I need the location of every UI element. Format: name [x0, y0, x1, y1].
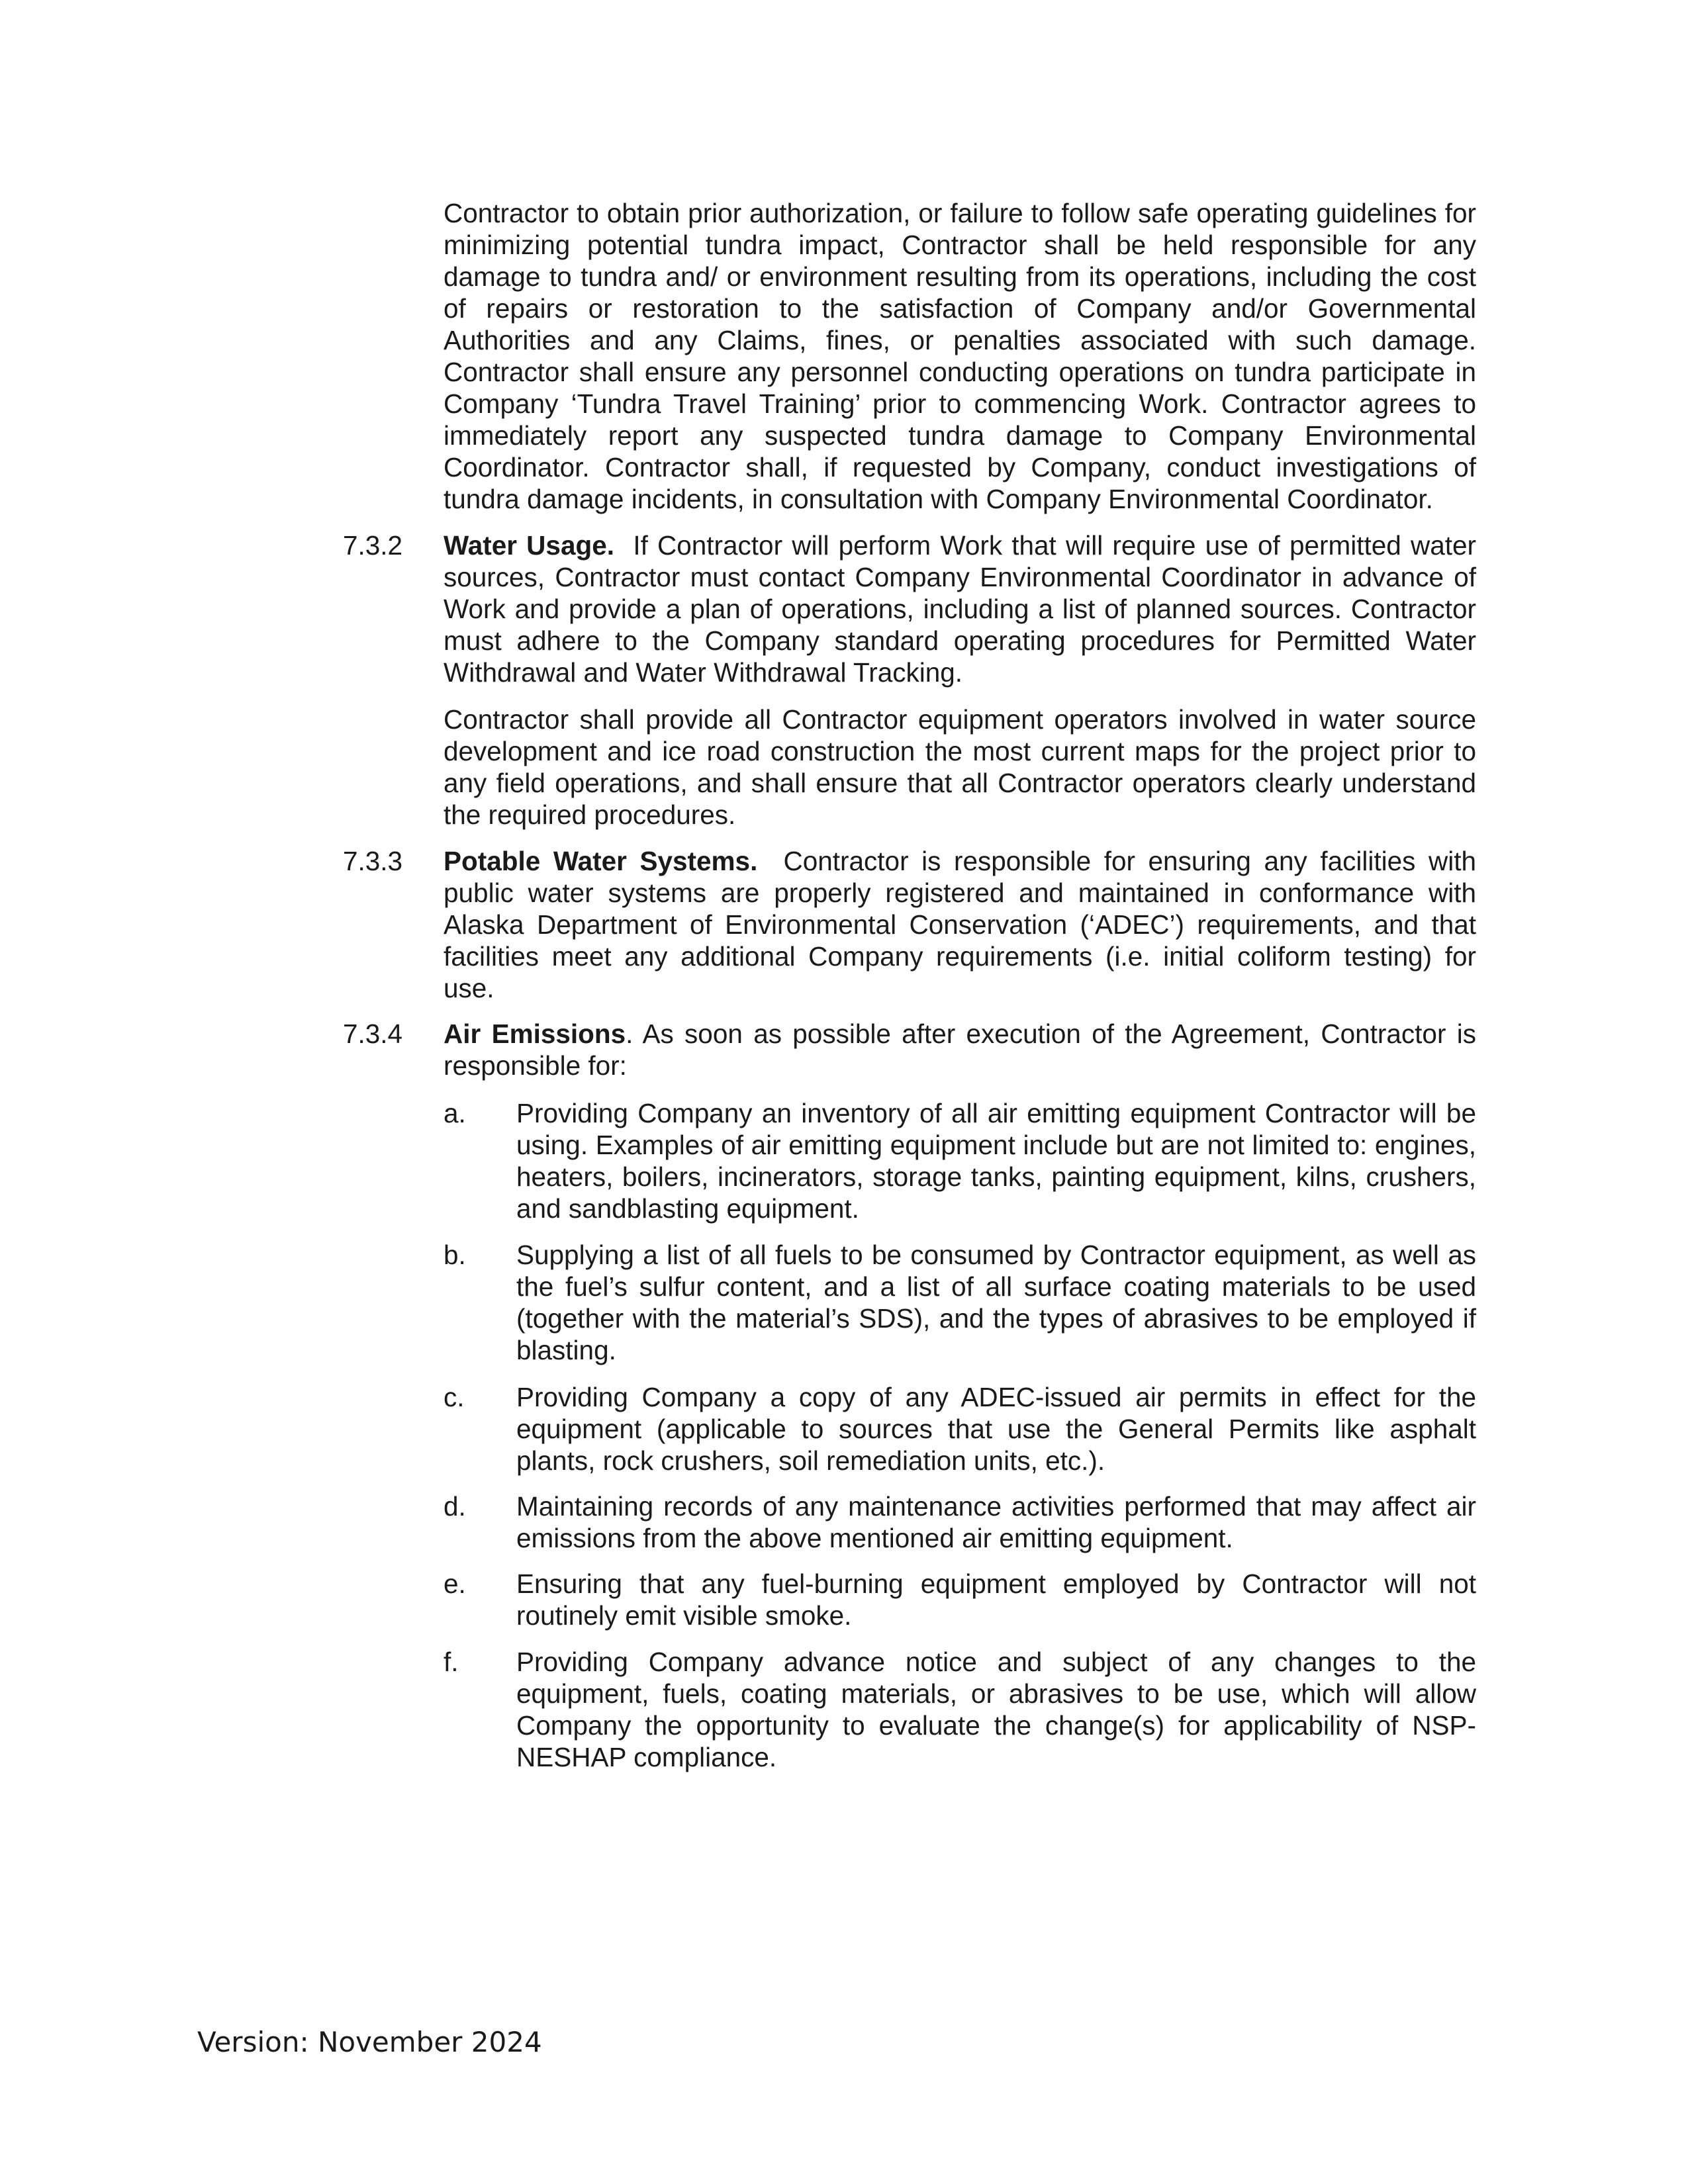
section-7-3-3-paragraph	[444, 845, 1476, 1004]
section-7-3-2-paragraph	[444, 529, 1476, 688]
section-number-7-3-3: 7.3.3	[343, 846, 403, 876]
list-letter-a: a.	[444, 1098, 466, 1128]
list-letter-d: d.	[444, 1491, 466, 1522]
list-letter-e: e.	[444, 1569, 466, 1599]
list-item-b: Supplying a list of all fuels to be consumed by Contractor equipment, as well as the fuel’s sulfur content, and a list of all surface coating materials to be used (together with the material’s SDS), and the types of abrasives to be employed if blasting.	[516, 1240, 1476, 1365]
list-letter-f: f.	[444, 1647, 459, 1677]
intro-paragraph: Contractor to obtain prior authorization, or failure to follow safe operating guidelines for minimizing potential tundra impact, Contractor shall be held responsible for any damage to tundra and/ or environment resulting from its operations, including the cost of repairs or restoration to the satisfaction of Company and/or Governmental Authorities and any Claims, fines, or penalties associated with such damage. Contractor shall ensure any personnel conducting operations on tundra participate in Company ‘Tundra Travel Training’ prior to commencing Work. Contractor agrees to immediately report any suspected tundra damage to Company Environmental Coordinator. Contractor shall, if requested by Company, conduct investigations of tundra damage incidents, in consultation with Company Environmental Coordinator.	[444, 198, 1476, 514]
section-7-3-4-paragraph	[444, 1018, 1476, 1081]
section-number-7-3-4: 7.3.4	[343, 1019, 403, 1049]
list-item-e: Ensuring that any fuel-burning equipment employed by Contractor will not routinely emit visible smoke.	[516, 1569, 1476, 1631]
list-item-c: Providing Company a copy of any ADEC-issued air permits in effect for the equipment (applicable to sources that use the General Permits like asphalt plants, rock crushers, soil remediation units, etc.).	[516, 1382, 1476, 1476]
section-7-3-3-text: Contractor is responsible for ensuring any facilities with public water systems are properly registered and maintained in conformance with Alaska Department of Environmental Conservation (‘ADEC’) requirements, and that facilities meet any additional Company requirements (i.e. initial coliform testing) for use.	[444, 846, 1476, 1003]
list-item-d: Maintaining records of any maintenance activities performed that may affect air emissions from the above mentioned air emitting equipment.	[516, 1491, 1476, 1553]
section-7-3-2-text: If Contractor will perform Work that will require use of permitted water sources, Contractor must contact Company Environmental Coordinator in advance of Work and provide a plan of operations, including a list of planned sources. Contractor must adhere to the Company standard operating procedures for Permitted Water Withdrawal and Water Withdrawal Tracking.	[444, 530, 1476, 688]
section-title-air-emissions: Air Emissions	[444, 1019, 626, 1049]
list-item-a: Providing Company an inventory of all air emitting equipment Contractor will be using. Examples of air emitting equipment include but are not limited to: engines, heaters, boilers, incinerators, storage tanks, painting equipment, kilns, crushers, and sandblasting equipment.	[516, 1098, 1476, 1224]
section-7-3-4-text: . As soon as possible after execution of the Agreement, Contractor is responsible for:	[444, 1019, 1476, 1081]
version-footer: Version: November 2024	[197, 2026, 542, 2058]
list-letter-b: b.	[444, 1240, 466, 1270]
list-item-f: Providing Company advance notice and subject of any changes to the equipment, fuels, coating materials, or abrasives to be use, which will allow Company the opportunity to evaluate the change(s) for applicability of NSP-NESHAP compliance.	[516, 1647, 1476, 1772]
section-title-water-usage: Water Usage.	[444, 530, 614, 561]
section-number-7-3-2: 7.3.2	[343, 530, 403, 561]
section-7-3-2-extra-paragraph: Contractor shall provide all Contractor equipment operators involved in water source development and ice road construction the most current maps for the project prior to any field operations, and shall ensure that all Contractor operators clearly understand the required procedures.	[444, 704, 1476, 830]
section-title-potable-water: Potable Water Systems.	[444, 846, 758, 876]
list-letter-c: c.	[444, 1382, 465, 1412]
